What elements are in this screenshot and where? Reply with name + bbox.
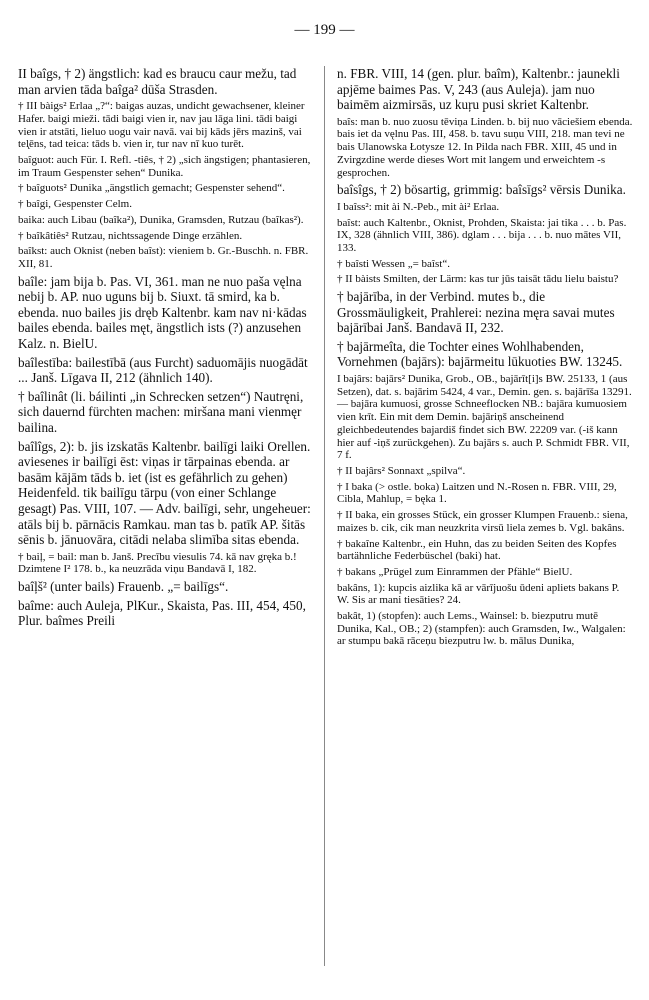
dictionary-entry: † III bàigs² Erlaa „?“: baigas auzas, undicht gewachsener, kleiner Hafer. baigi mieži. tādi baigi vien ir, nav jau lāga lini. tādi baigi vien ir atstāti, lieluo uogu vair navā. vai bij kāds jērs mazinš, vai tel̨ēns, tad teica: tāds b. vien ir, tur nav nī kuo turēt. xyxy=(18,100,305,151)
left-column xyxy=(18,66,314,632)
dictionary-entry: † bakans „Prügel zum Einrammen der Pfähle“ BielU. xyxy=(337,565,573,578)
dictionary-entry: I bajârs: bajārs² Dunika, Grob., OB., bajārīt[i]s BW. 25133, 1 (aus Setzen), dat. s. bajārim 5424, 4 var., Demin. gen. s. bajārīša 13291. — bajāra kumuosi, grosse Schneeflocken NB.: bajāra kumuosiem vien krīt. Ein mit dem Demin. bajāriņš anscheinend gleichbedeutendes bajardiš findet sich BW. 22209 var. (-iš kann hier auf -iņš zurückgehen). Zu bajārs s. auch P. Schmidt FBR. VII, 7 f. xyxy=(337,373,632,462)
dictionary-entry: baîle: jam bija b. Pas. VI, 361. man ne nuo paša vęlna nebij b. AP. nuo uguns bij b. Siuxt. tā smird, ka b. ebenda. nuo bailes jis dręb Kaltenbr. kam nav ni·kādas bailes ebenda. bailes męt, ängstlich ists (?) anzusehen Kalz. n. BielU. xyxy=(18,273,307,351)
dictionary-entry: baîsîgs, † 2) bösartig, grimmig: baîsīgs² vērsis Dunika. xyxy=(337,182,626,198)
dictionary-entry: baîlîgs, 2): b. jis izskatās Kaltenbr. bailīgi laiki Orellen. aviesenes ir bailīgi ēst: viņas ir tārpainas ebenda. ar basām kājām tāds b. iet (ist es gefährlich zu gehen) Heidenfeld. tik bailīgu tārpu (von einer Schlange gesagt) Pas. VIII, 107. — Adv. bailīgi, sehr, ungeheuer: atāls bij b. pārnācis Ramkau. man tas b. patīk AP. šitās sēnis b. jānuovāra, citādi nelaba slimība sitas ebenda. xyxy=(18,438,311,548)
dictionary-entry: bakâns, 1): kupcis aizlika kā ar vārījuošu ūdeni apliets bakans P. W. Sis ar mani tiesāties? 24. xyxy=(337,581,620,607)
dictionary-entry: † II bajârs² Sonnaxt „spilva“. xyxy=(337,465,466,477)
dictionary-entry: † baîgi, Gespenster Celm. xyxy=(18,198,132,211)
dictionary-entry: baîme: auch Auleja, PlKur., Skaista, Pas. III, 454, 450, Plur. baîmes Preili xyxy=(18,597,306,629)
dictionary-entry: † II bàists Smilten, der Lärm: kas tur jūs taisāt tādu lielu baistu? xyxy=(337,273,619,286)
dictionary-entry: bakât, 1) (stopfen): auch Lems., Wainsel: b. biezputru mutē Dunika, Kal., OB.; 2) (stampfen): auch Gramsden, Iw., Walgalen: ar stumpu bakā rāceņu biezputru lw. b. mālus Dunika, xyxy=(337,610,626,648)
dictionary-entry: baîguot: auch Für. I. Refl. -tiês, † 2) „sich ängstigen; phantasieren, im Traum Gespenster sehen“ Dunika. xyxy=(18,154,311,179)
dictionary-entry: † bajārmeîta, die Tochter eines Wohlhabenden, Vornehmen (bajārs): bajārmeitu lūkuoties BW. 13245. xyxy=(337,338,623,370)
dictionary-entry: baika: auch Libau (baîka²), Dunika, Gramsden, Rutzau (baîkas²). xyxy=(18,213,304,226)
dictionary-entry: baîs: man b. nuo zuosu tēviņa Linden. b. bij nuo vāciešiem ebenda. bais iet da vęlnu Pas. III, 458. b. tavu suņu VIII, 218. man tevi ne bais Ulanowska Łotysze 12. In Pilda nach FBR. XIII, 45 und in Zvirgzdine werde dieses Wort mit langem und erweichtem -s gesprochen. xyxy=(337,115,633,179)
dictionary-entry: baîst: auch Kaltenbr., Oknist, Prohden, Skaista: jai tika . . . b. Pas. IX, 328 (ähnlich VIII, 386). dglam . . . bija . . . b. nuo mātes VII, 133. xyxy=(337,216,627,254)
dictionary-entry: n. FBR. VIII, 14 (gen. plur. baîm), Kaltenbr.: jaunekli apjēme baimes Pas. V, 243 (aus Auleja). jam nuo baimēm aizmirsās, uz kuŗu pusi skriet Kaltenbr. xyxy=(337,66,620,113)
dictionary-entry: † I baka (> ostle. boka) Laitzen und N.-Rosen n. FBR. VIII, 29, Cibla, Mahlup, = bęka 1. xyxy=(337,480,617,506)
right-column xyxy=(337,66,633,651)
dictionary-entry: † bakaîne Kaltenbr., ein Huhn, das zu beiden Seiten des Kopfes bartähnliche Federbüschel (baki) hat. xyxy=(337,537,617,563)
dictionary-entry: II baîgs, † 2) ängstlich: kad es braucu caur mežu, tad man arvien tāda baîga² dūša Strasden. xyxy=(18,66,297,97)
dictionary-entry: † baîkâtiês² Rutzau, nichtssagende Dinge erzählen. xyxy=(18,229,243,242)
column-divider xyxy=(324,66,325,966)
dictionary-entry: I baîss²: mit ài N.-Peb., mit ài² Erlaa. xyxy=(337,200,500,213)
dictionary-entry: baîkst: auch Oknist (neben baîst): vieniem b. Gr.-Buschh. n. FBR. XII, 81. xyxy=(18,245,309,270)
dictionary-entry: † baîsti Wessen „= baîst“. xyxy=(337,257,450,270)
dictionary-entry: † baiļ, = bail: man b. Janš. Precību viesulis 74. kā nav gręka b.! Dzimtene I² 178. b., ka neuzrāda viņu Bandavā I, 182. xyxy=(18,550,297,576)
dictionary-entry: baîlestība: bailestībā (aus Furcht) saduomājis nuogādāt ... Janš. Līgava II, 212 (ähnlich 140). xyxy=(18,354,308,386)
page-number: — 199 — xyxy=(294,22,355,38)
dictionary-entry: † II baka, ein grosses Stück, ein grosser Klumpen Frauenb.: siena, maizes b. cik, cik man neuzkrita virsū liela zemes b. Vgl. bakâns. xyxy=(337,509,628,534)
dictionary-entry: † baîguots² Dunika „ängstlich gemacht; Gespenster sehend“. xyxy=(18,182,285,195)
dictionary-entry: † bajārība, in der Verbind. mutes b., die Grossmäuligkeit, Prahlerei: nezina męra savai mutes bajārībai Janš. Bandavā II, 232. xyxy=(337,289,615,336)
dictionary-entry: baîļš² (unter bails) Frauenb. „= bailīgs“. xyxy=(18,579,229,595)
dictionary-entry: † baîlinât (li. báilinti „in Schrecken setzen“) Nautręni, sich dauernd fürchten machen: miršana mani vienmęr bailina. xyxy=(18,388,304,435)
